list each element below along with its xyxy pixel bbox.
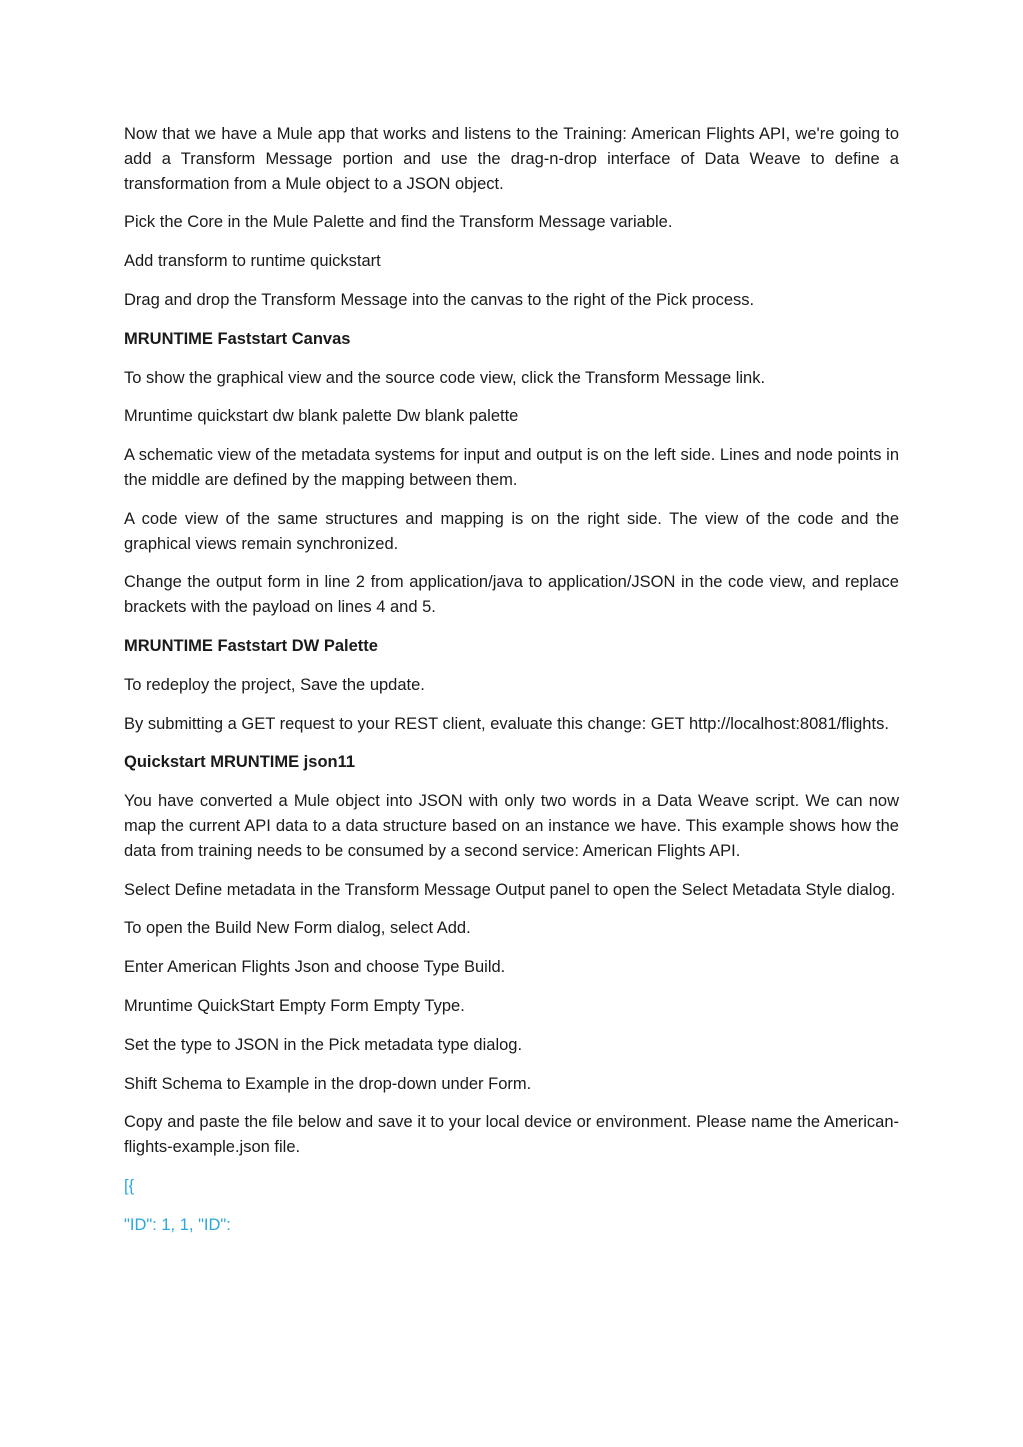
- enter-flights-json-paragraph: Enter American Flights Json and choose Type Build.: [124, 958, 506, 977]
- caption-dw-blank-palette: Mruntime quickstart dw blank palette Dw blank palette: [124, 407, 519, 426]
- set-type-json-paragraph: Set the type to JSON in the Pick metadata type dialog.: [124, 1035, 523, 1054]
- redeploy-paragraph: To redeploy the project, Save the update.: [124, 675, 425, 694]
- heading-faststart-dw-palette: MRUNTIME Faststart DW Palette: [124, 636, 378, 655]
- heading-faststart-canvas: MRUNTIME Faststart Canvas: [124, 329, 351, 348]
- heading-quickstart-json11: Quickstart MRUNTIME json11: [124, 753, 356, 772]
- caption-empty-form: Mruntime QuickStart Empty Form Empty Type.: [124, 996, 465, 1015]
- converted-json-paragraph: You have converted a Mule object into JSON with only two words in a Data Weave script. We can now map the current API data to a data structure based on an instance we have. This example shows how the data from training needs to be consumed by a second service: American Flights API.: [124, 792, 899, 860]
- define-metadata-paragraph: Select Define metadata in the Transform Message Output panel to open the Select Metadata Style dialog.: [124, 880, 896, 899]
- schematic-view-paragraph: A schematic view of the metadata systems for input and output is on the left side. Lines and node points in the middle are defined by the mapping between them.: [124, 446, 899, 489]
- step-show-views-paragraph: To show the graphical view and the source code view, click the Transform Message link.: [124, 368, 766, 387]
- code-line-1: [{: [124, 1176, 135, 1195]
- build-new-form-paragraph: To open the Build New Form dialog, select Add.: [124, 919, 471, 938]
- shift-schema-paragraph: Shift Schema to Example in the drop-down under Form.: [124, 1074, 532, 1093]
- caption-add-transform: Add transform to runtime quickstart: [124, 252, 381, 271]
- get-request-paragraph: By submitting a GET request to your REST client, evaluate this change: GET http://localhost:8081/flights.: [124, 714, 889, 733]
- code-line-2: "ID": 1, 1, "ID":: [124, 1215, 231, 1234]
- step-drag-drop-paragraph: Drag and drop the Transform Message into the canvas to the right of the Pick process.: [124, 290, 755, 309]
- document-page: [124, 122, 899, 1252]
- change-output-paragraph: Change the output form in line 2 from application/java to application/JSON in the code view, and replace brackets with the payload on lines 4 and 5.: [124, 573, 899, 617]
- step-pick-core-paragraph: Pick the Core in the Mule Palette and find the Transform Message variable.: [124, 213, 673, 232]
- copy-paste-paragraph: Copy and paste the file below and save it to your local device or environment. Please name the American-flights-example.json file.: [124, 1113, 899, 1157]
- intro-paragraph: Now that we have a Mule app that works and listens to the Training: American Flights API, we're going to add a Transform Message portion and use the drag-n-drop interface of Data Weave to define a transformation from a Mule object to a JSON object.: [124, 125, 899, 193]
- code-view-paragraph: A code view of the same structures and mapping is on the right side. The view of the code and the graphical views remain synchronized.: [124, 509, 899, 553]
